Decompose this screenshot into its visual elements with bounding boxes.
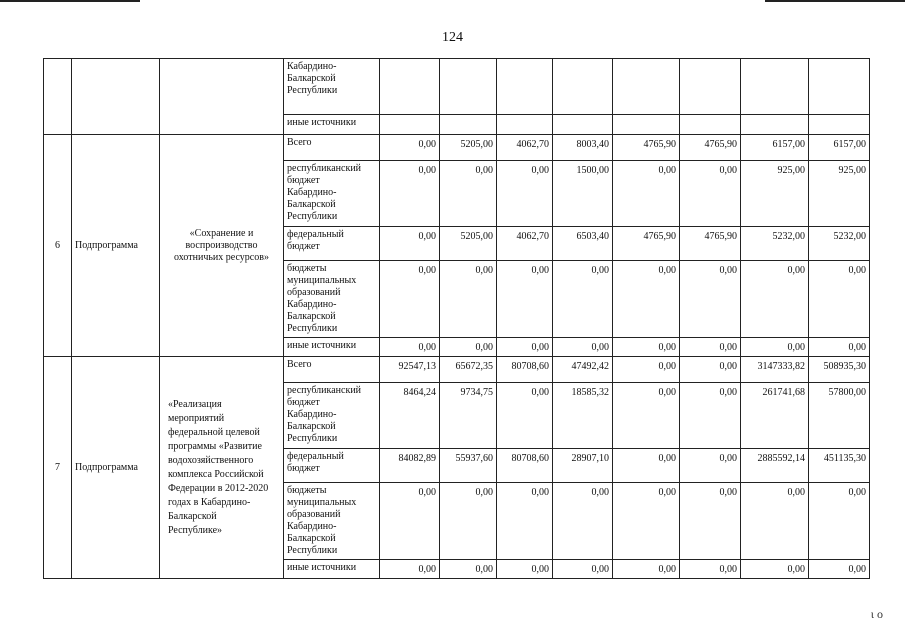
source-cell: бюджеты муниципальных образований Кабардино- Балкарской Республики [284, 261, 380, 338]
table-row [44, 357, 870, 383]
value-cell: 9734,75 [440, 383, 497, 449]
value-cell: 508935,30 [809, 357, 870, 383]
value-cell: 0,00 [613, 338, 680, 357]
value-cell: 0,00 [613, 560, 680, 579]
value-cell: 0,00 [440, 483, 497, 560]
top-rule-right [765, 0, 905, 2]
source-cell: иные источники [284, 560, 380, 579]
value-cell: 0,00 [680, 383, 741, 449]
value-cell: 2885592,14 [741, 449, 809, 483]
source-cell: федеральный бюджет [284, 449, 380, 483]
value-cell: 0,00 [680, 338, 741, 357]
cell-empty [72, 59, 160, 135]
top-rule-left [0, 0, 140, 2]
value-cell: 261741,68 [741, 383, 809, 449]
value-cell: 65672,35 [440, 357, 497, 383]
value-cell: 80708,60 [497, 449, 553, 483]
value-cell: 4062,70 [497, 227, 553, 261]
value-cell: 0,00 [613, 161, 680, 227]
value-cell: 4062,70 [497, 135, 553, 161]
value-cell: 0,00 [553, 560, 613, 579]
value-cell: 0,00 [613, 357, 680, 383]
budget-table [43, 58, 870, 579]
value-cell: 0,00 [741, 483, 809, 560]
value-cell: 0,00 [553, 261, 613, 338]
value-cell: 0,00 [680, 483, 741, 560]
value-cell: 0,00 [809, 483, 870, 560]
corner-marks: ι ο [870, 607, 883, 621]
source-cell: республиканский бюджет Кабардино- Балкарской Республики [284, 161, 380, 227]
value-cell: 0,00 [380, 227, 440, 261]
source-cell: республиканский бюджет Кабардино- Балкарской Республики [284, 383, 380, 449]
value-cell: 5232,00 [809, 227, 870, 261]
value-cell: 18585,32 [553, 383, 613, 449]
value-cell: 5205,00 [440, 227, 497, 261]
value-cell: 0,00 [613, 449, 680, 483]
value-cell: 0,00 [497, 483, 553, 560]
row-number: 6 [44, 135, 72, 357]
value-cell: 0,00 [380, 338, 440, 357]
value-cell: 925,00 [741, 161, 809, 227]
value-cell: 0,00 [497, 560, 553, 579]
value-cell: 47492,42 [553, 357, 613, 383]
row-type: Подпрограмма [72, 135, 160, 357]
value-cell: 0,00 [680, 449, 741, 483]
value-cell: 0,00 [380, 483, 440, 560]
value-cell: 5232,00 [741, 227, 809, 261]
value-cell: 0,00 [440, 261, 497, 338]
value-cell: 4765,90 [680, 135, 741, 161]
value-cell: 925,00 [809, 161, 870, 227]
row-number: 7 [44, 357, 72, 579]
value-cell: 0,00 [497, 338, 553, 357]
value-cell: 6503,40 [553, 227, 613, 261]
value-cell: 0,00 [741, 338, 809, 357]
source-cell: иные источники [284, 115, 380, 135]
value-cell: 0,00 [809, 261, 870, 338]
value-cell: 0,00 [440, 338, 497, 357]
value-cell: 0,00 [497, 161, 553, 227]
value-cell: 84082,89 [380, 449, 440, 483]
value-cell: 0,00 [613, 261, 680, 338]
value-cell: 0,00 [613, 483, 680, 560]
table-row [44, 135, 870, 161]
value-cell: 0,00 [440, 161, 497, 227]
value-cell: 0,00 [497, 261, 553, 338]
value-cell: 5205,00 [440, 135, 497, 161]
value-cell: 0,00 [680, 560, 741, 579]
cell-empty [44, 59, 72, 135]
table-row [44, 59, 870, 115]
value-cell: 0,00 [553, 483, 613, 560]
page-number: 124 [442, 30, 463, 45]
row-type: Подпрограмма [72, 357, 160, 579]
value-cell: 4765,90 [613, 227, 680, 261]
value-cell: 0,00 [680, 357, 741, 383]
value-cell: 0,00 [680, 261, 741, 338]
value-cell: 57800,00 [809, 383, 870, 449]
value-cell: 0,00 [553, 338, 613, 357]
cell-empty [160, 59, 284, 135]
program-name: «Реализация мероприятий федеральной целевой программы «Развитие водохозяйственного комплекса Российской Федерации в 2012-2020 годах в Кабардино- Балкарской Республике» [160, 357, 284, 579]
value-cell: 6157,00 [741, 135, 809, 161]
source-cell: федеральный бюджет [284, 227, 380, 261]
value-cell: 8464,24 [380, 383, 440, 449]
value-cell: 0,00 [809, 560, 870, 579]
source-cell: иные источники [284, 338, 380, 357]
value-cell: 80708,60 [497, 357, 553, 383]
value-cell: 0,00 [613, 383, 680, 449]
value-cell: 0,00 [380, 560, 440, 579]
value-cell: 451135,30 [809, 449, 870, 483]
value-cell: 0,00 [380, 261, 440, 338]
source-cell: Кабардино- Балкарской Республики [284, 59, 380, 115]
program-name: «Сохранение и воспроизводство охотничьих ресурсов» [160, 135, 284, 357]
source-cell: Всего [284, 135, 380, 161]
source-cell: Всего [284, 357, 380, 383]
value-cell: 1500,00 [553, 161, 613, 227]
value-cell: 0,00 [741, 560, 809, 579]
value-cell: 0,00 [680, 161, 741, 227]
value-cell: 92547,13 [380, 357, 440, 383]
value-cell: 6157,00 [809, 135, 870, 161]
value-cell: 0,00 [809, 338, 870, 357]
value-cell: 0,00 [497, 383, 553, 449]
value-cell: 4765,90 [613, 135, 680, 161]
value-cell: 3147333,82 [741, 357, 809, 383]
value-cell: 0,00 [380, 161, 440, 227]
value-cell: 0,00 [741, 261, 809, 338]
value-cell: 4765,90 [680, 227, 741, 261]
value-cell: 0,00 [380, 135, 440, 161]
value-cell: 0,00 [440, 560, 497, 579]
value-cell: 8003,40 [553, 135, 613, 161]
source-cell: бюджеты муниципальных образований Кабардино- Балкарской Республики [284, 483, 380, 560]
value-cell: 28907,10 [553, 449, 613, 483]
value-cell: 55937,60 [440, 449, 497, 483]
